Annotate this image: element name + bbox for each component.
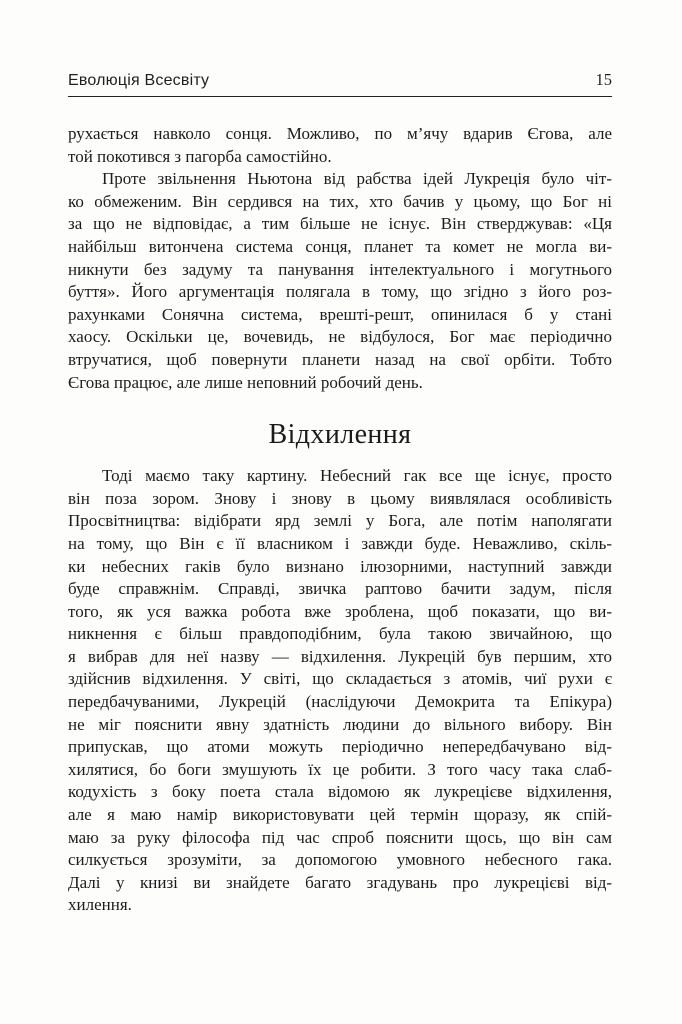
section-heading: Відхилення (268, 419, 412, 451)
text-line: рахунками Сонячна система, врешті-решт, опинилася б у стані (68, 304, 612, 324)
paragraph (68, 465, 612, 917)
page-body (68, 97, 612, 917)
text-line: никнення є більш правдоподібним, була такою звичайною, що (68, 624, 612, 644)
text-line: Далі у книзі ви знайдете багато згадувань про лукрецієві від- (68, 872, 612, 892)
text-line: маю за руку філософа під час спроб пояснити щось, що він сам (68, 827, 612, 847)
text-line: ки небесних гаків було визнано ілюзорними, наступний завжди (68, 556, 612, 576)
text-line: не міг пояснити явну здатність людини до вільного вибору. Він (68, 714, 612, 734)
text-line: хилятися, бо боги змушують їх це робити. З того часу така слаб- (68, 759, 612, 779)
text-line: втручатися, щоб повернути планети назад на свої орбіти. Тобто (68, 349, 612, 369)
text-line: хилення. (68, 895, 132, 915)
text-line: але я маю намір використовувати цей термін щоразу, як спій- (68, 805, 612, 825)
text-line: припускав, що атоми можуть періодично непередбачувано від- (68, 737, 612, 757)
text-line: Проте звільнення Ньютона від рабства ідей Лукреція було чіт- (102, 169, 612, 189)
paragraph (68, 123, 612, 168)
text-line: Тоді маємо таку картину. Небесний гак все ще існує, просто (102, 466, 612, 486)
text-line: ко обмеженим. Він сердився на тих, хто бачив у цьому, що Бог ні (68, 191, 612, 211)
paragraph (68, 168, 612, 394)
text-line: хаосу. Оскільки це, вочевидь, не відбулося, Бог має періодично (68, 327, 612, 347)
page-number: 15 (595, 70, 612, 89)
text-line: за що не відповідає, а тим більше не існує. Він стверджував: «Ця (68, 214, 612, 234)
text-line: здійснив відхилення. У світі, що складається з атомів, чиї рухи є (68, 669, 612, 689)
text-line: на тому, що Він є її власником і завжди буде. Неважливо, скіль- (68, 533, 612, 553)
page-header (68, 0, 612, 90)
text-line: никнути без задуму та панування інтелектуального і могутнього (68, 259, 612, 279)
text-line: Просвітництва: відібрати ярд землі у Бога, але потім наполягати (68, 511, 612, 531)
running-title: Еволюція Всесвіту (68, 72, 210, 89)
text-line: рухається навколо сонця. Можливо, по м’ячу вдарив Єгова, але (68, 124, 612, 143)
text-line: буде справжнім. Справді, звичка раптово бачити задум, після (68, 579, 612, 599)
text-line: я вибрав для неї назву — відхилення. Лукрецій був першим, хто (68, 646, 612, 666)
text-line: найбільш витончена система сонця, планет та комет не могла ви- (68, 236, 612, 256)
text-line: силкується зрозуміти, за допомогою умовного небесного гака. (68, 850, 612, 870)
text-line: передбачуваними, Лукрецій (наслідуючи Демокрита та Епікура) (68, 692, 612, 712)
text-line: Єгова працює, але лише неповний робочий день. (68, 372, 423, 392)
text-line: буття». Його аргументація полягала в тому, що згідно з його роз- (68, 282, 612, 302)
text-line: того, як уся важка робота вже зроблена, щоб показати, що ви- (68, 601, 612, 621)
text-line: кодухість з боку поета стала відомою як лукрецієве відхилення, (68, 782, 612, 802)
text-line: той покотився з пагорба самостійно. (68, 146, 332, 166)
text-line: він поза зором. Знову і знову в цьому виявлялася особливість (68, 488, 612, 508)
